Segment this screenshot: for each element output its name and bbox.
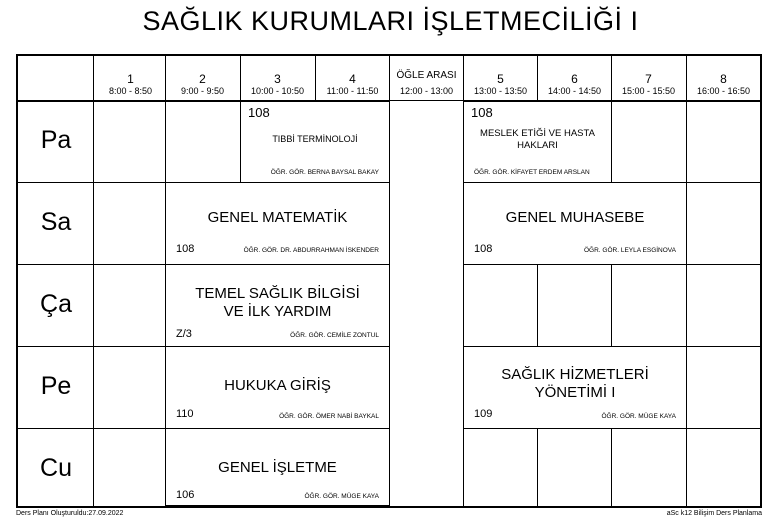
period-number: 1 <box>127 72 134 86</box>
footer-software-credit: aSc k12 Bilişim Ders Planlama <box>666 510 762 517</box>
lesson-name: TEMEL SAĞLIK BİLGİSİ VE İLK YARDIM <box>195 285 360 320</box>
timetable-grid <box>16 54 762 508</box>
period-number: 3 <box>274 72 281 86</box>
day-label: Pe <box>40 372 72 400</box>
grid-line <box>93 56 94 506</box>
period-number: 5 <box>497 72 504 86</box>
lesson-teacher: ÖĞR. GÖR. BERNA BAYSAL BAKAY <box>270 169 379 176</box>
lesson-name: GENEL MATEMATİK <box>207 209 348 226</box>
lesson-room: 110 <box>176 408 194 420</box>
lesson-teacher: ÖĞR. GÖR. CEMİLE ZONTUL <box>290 332 379 339</box>
lesson-card[interactable] <box>165 182 390 265</box>
page-title: SAĞLIK KURUMLARI İŞLETMECİLİĞİ I <box>142 6 639 36</box>
period-number: 7 <box>645 72 652 86</box>
lesson-card[interactable] <box>240 101 390 183</box>
lesson-teacher: ÖĞR. GÖR. MÜGE KAYA <box>601 413 676 420</box>
day-label: Ça <box>40 290 72 318</box>
lesson-room: 108 <box>176 243 195 255</box>
lesson-card[interactable] <box>165 264 390 347</box>
period-time: 9:00 - 9:50 <box>180 86 225 96</box>
period-time: 15:00 - 15:50 <box>621 86 676 96</box>
day-label: Sa <box>40 208 72 236</box>
lesson-name: GENEL MUHASEBE <box>505 209 645 226</box>
period-time: 16:00 - 16:50 <box>696 86 751 96</box>
lunch-break-column <box>389 101 464 506</box>
lesson-teacher: ÖĞR. GÖR. ÖMER NABİ BAYKAL <box>279 413 379 420</box>
period-number: 8 <box>720 72 727 86</box>
footer-created-date: Ders Planı Oluşturuldu:27.09.2022 <box>16 510 124 517</box>
lesson-room: 109 <box>474 408 493 420</box>
lesson-name: HUKUKA GİRİŞ <box>224 377 331 394</box>
period-time: 8:00 - 8:50 <box>108 86 153 96</box>
lesson-card[interactable] <box>165 428 390 506</box>
lesson-room: 106 <box>176 489 195 501</box>
lesson-name: MESLEK ETİĞİ VE HASTA HAKLARI <box>480 128 595 151</box>
lesson-teacher: ÖĞR. GÖR. MÜGE KAYA <box>304 493 379 500</box>
lesson-room: Z/3 <box>176 328 192 340</box>
lesson-card[interactable] <box>463 346 687 429</box>
period-number: 6 <box>571 72 578 86</box>
lesson-card[interactable] <box>463 101 612 183</box>
day-label: Cu <box>40 454 72 482</box>
lesson-name: GENEL İŞLETME <box>218 459 337 476</box>
grid-line <box>686 56 687 506</box>
period-number: 4 <box>349 72 356 86</box>
lesson-card[interactable] <box>165 346 390 429</box>
lesson-room: 108 <box>248 105 270 120</box>
day-label: Pa <box>40 126 72 154</box>
period-time: 12:00 - 13:00 <box>399 86 454 96</box>
period-time: 13:00 - 13:50 <box>473 86 528 96</box>
lesson-room: 108 <box>474 243 493 255</box>
lesson-card[interactable] <box>463 182 687 265</box>
period-time: 10:00 - 10:50 <box>250 86 305 96</box>
lesson-name: TIBBİ TERMİNOLOJİ <box>272 134 358 144</box>
period-number: 2 <box>199 72 206 86</box>
lesson-teacher: ÖĞR. GÖR. KİFAYET ERDEM ARSLAN <box>474 169 590 176</box>
lesson-teacher: ÖĞR. GÖR. DR. ABDURRAHMAN İSKENDER <box>243 247 379 254</box>
period-time: 11:00 - 11:50 <box>326 86 379 96</box>
period-time: 14:00 - 14:50 <box>547 86 602 96</box>
lesson-name: SAĞLIK HİZMETLERİ YÖNETİMİ I <box>501 366 649 401</box>
lesson-teacher: ÖĞR. GÖR. LEYLA ESGİNOVA <box>584 247 676 254</box>
lesson-room: 108 <box>471 105 493 120</box>
period-number: ÖĞLE ARASI <box>396 70 457 81</box>
